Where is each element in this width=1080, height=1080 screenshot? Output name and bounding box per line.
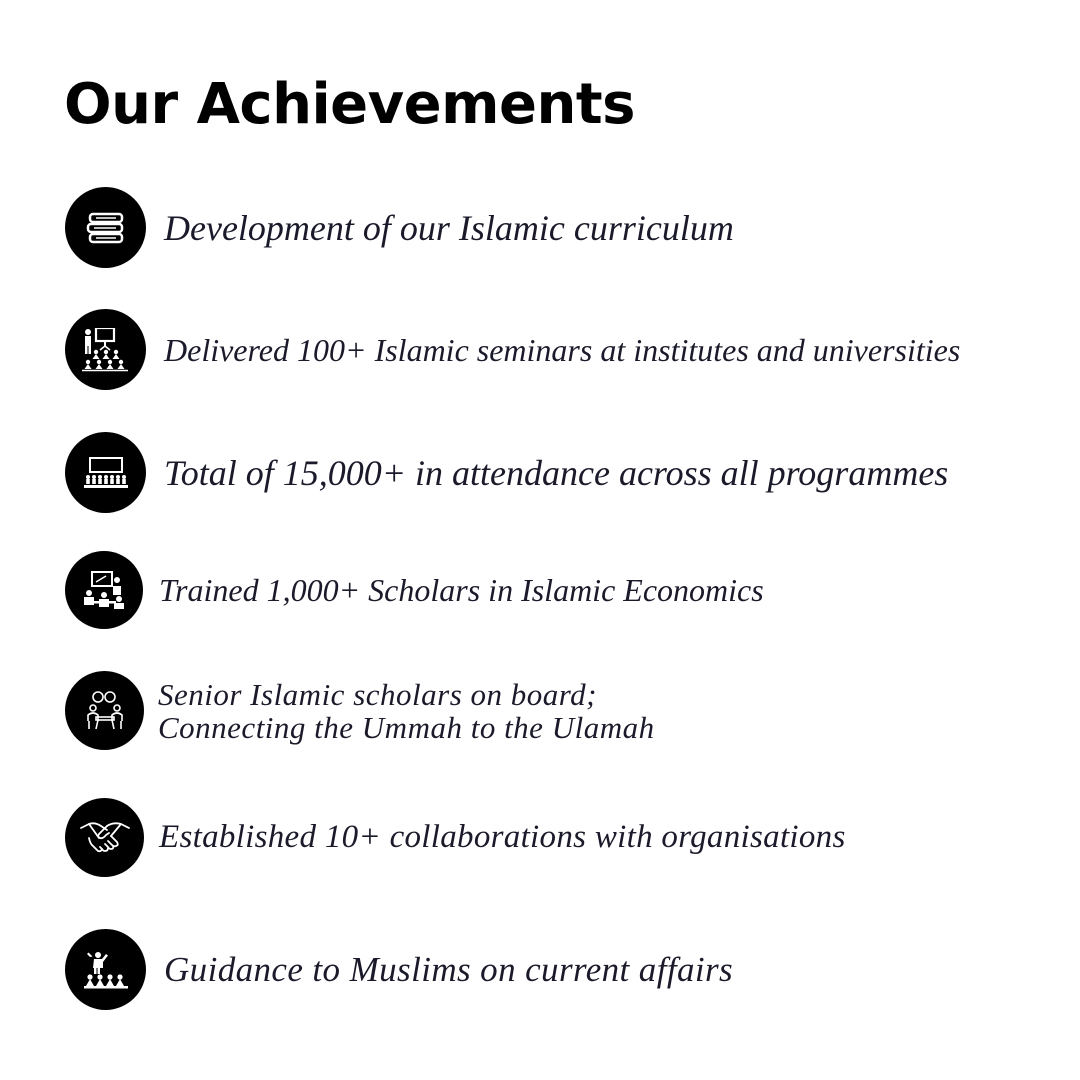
achievement-item-attendance xyxy=(65,432,948,513)
achievement-text: Development of our Islamic curriculum xyxy=(164,207,734,248)
speaker-crowd-icon xyxy=(65,929,146,1010)
achievement-item-guidance xyxy=(65,929,733,1010)
achievement-item-trained-scholars xyxy=(65,551,764,629)
seminar-presenter-icon xyxy=(65,309,146,390)
achievement-item-curriculum xyxy=(65,187,734,268)
achievement-text-block xyxy=(158,676,655,745)
achievement-text: Guidance to Muslims on current affairs xyxy=(164,950,734,989)
achievement-item-seminars xyxy=(65,309,960,390)
achievement-item-collaborations xyxy=(65,798,846,877)
achievement-text-line-1: Senior Islamic scholars on board; xyxy=(158,676,597,712)
achievement-text: Delivered 100+ Islamic seminars at institutes and universities xyxy=(164,331,961,368)
achievement-text-line-2: Connecting the Ummah to the Ulamah xyxy=(158,709,655,745)
achievement-text: Established 10+ collaborations with organisations xyxy=(159,819,846,855)
books-icon xyxy=(65,187,146,268)
handshake-icon xyxy=(65,798,144,877)
page-title: Our Achievements xyxy=(64,72,635,137)
achievement-text: Trained 1,000+ Scholars in Islamic Economics xyxy=(159,572,764,608)
discussion-icon xyxy=(65,671,144,750)
audience-icon xyxy=(65,432,146,513)
achievement-text: Total of 15,000+ in attendance across all programmes xyxy=(164,452,949,493)
achievement-item-senior-scholars xyxy=(65,671,655,750)
teacher-board-icon xyxy=(65,551,143,629)
